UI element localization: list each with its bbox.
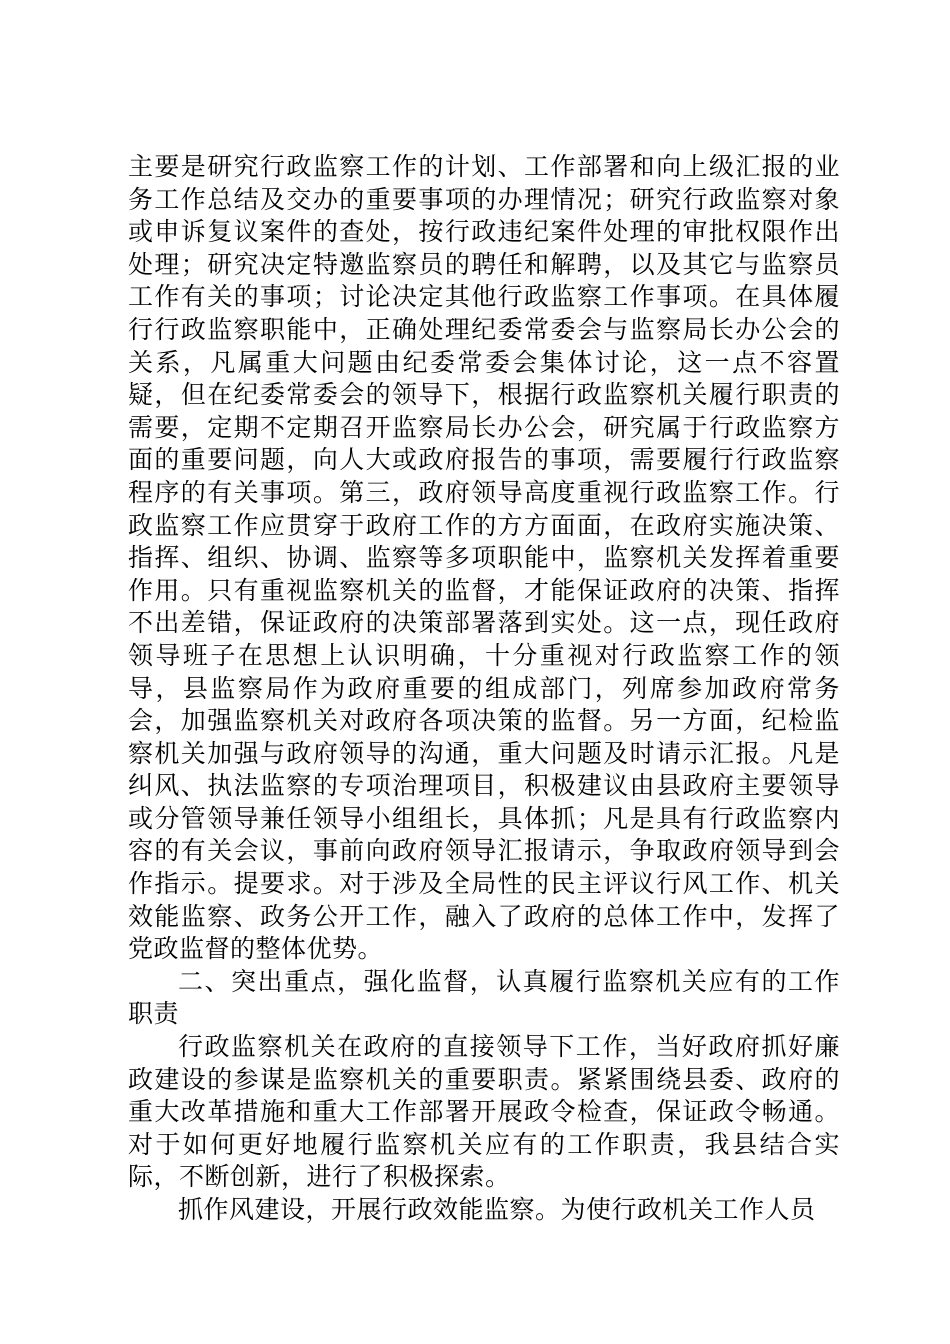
paragraph: 抓作风建设，开展行政效能监察。为使行政机关工作人员 bbox=[178, 1195, 816, 1224]
document-body bbox=[128, 151, 840, 1227]
paragraph: 行政监察机关在政府的直接领导下工作，当好政府抓好廉政建设的参谋是监察机关的重要职责。紧紧围绕县委、政府的重大改革措施和重大工作部署开展政令检查，保证政令畅通。对于如何更好地履行监察机关应有的工作职责，我县结合实际，不断创新，进行了积极探索。 bbox=[128, 1032, 840, 1192]
section-heading: 二、突出重点，强化监督，认真履行监察机关应有的工作职责 bbox=[128, 966, 840, 1029]
paragraph-continuation: 主要是研究行政监察工作的计划、工作部署和向上级汇报的业务工作总结及交办的重要事项的办理情况；研究行政监察对象或申诉复议案件的查处，按行政违纪案件处理的审批权限作出处理；研究决定特邀监察员的聘任和解聘，以及其它与监察员工作有关的事项；讨论决定其他行政监察工作事项。在具体履行行政监察职能中，正确处理纪委常委会与监察局长办公会的关系，凡属重大问题由纪委常委会集体讨论，这一点不容置疑，但在纪委常委会的领导下，根据行政监察机关履行职责的需要，定期不定期召开监察局长办公会，研究属于行政监察方面的重要问题，向人大或政府报告的事项，需要履行行政监察程序的有关事项。第三，政府领导高度重视行政监察工作。行政监察工作应贯穿于政府工作的方方面面，在政府实施决策、指挥、组织、协调、监察等多项职能中，监察机关发挥着重要作用。只有重视监察机关的监督，才能保证政府的决策、指挥不出差错，保证政府的决策部署落到实处。这一点，现任政府领导班子在思想上认识明确，十分重视对行政监察工作的领导，县监察局作为政府重要的组成部门，列席参加政府常务会，加强监察机关对政府各项决策的监督。另一方面，纪检监察机关加强与政府领导的沟通，重大问题及时请示汇报。凡是纠风、执法监察的专项治理项目，积极建议由县政府主要领导或分管领导兼任领导小组组长，具体抓；凡是具有行政监察内容的有关会议，事前向政府领导汇报请示，争取政府领导到会作指示。提要求。对于涉及全局性的民主评议行风工作、机关效能监察、政务公开工作，融入了政府的总体工作中，发挥了党政监督的整体优势。 bbox=[128, 152, 840, 964]
